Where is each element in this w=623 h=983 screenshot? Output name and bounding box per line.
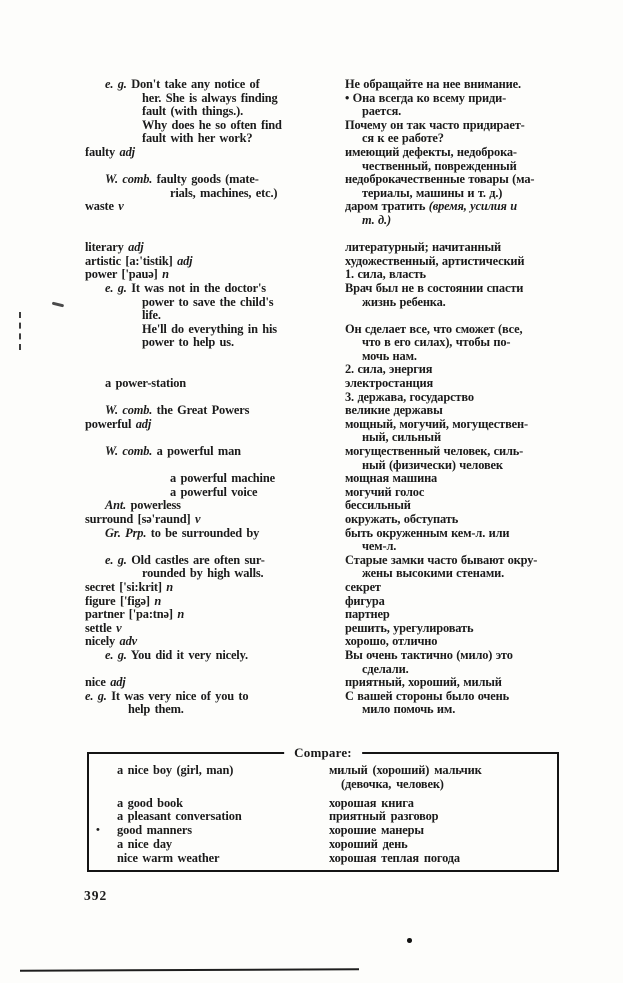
pen-tick-artifact xyxy=(52,302,64,307)
dict-line: fault with her work? xyxy=(142,131,253,146)
dict-line: life. xyxy=(142,308,161,323)
dict-line: e. g. It was very nice of you to xyxy=(85,688,249,703)
compare-english-phrase: a nice day xyxy=(117,836,173,851)
dict-line: рается. xyxy=(362,104,402,119)
dict-line: окружать, обступать xyxy=(345,512,459,526)
dict-line: сделали. xyxy=(362,661,409,676)
compare-row xyxy=(89,852,557,866)
dict-line: Почему он так часто придирает- xyxy=(345,117,525,132)
dict-line: хорошо, отлично xyxy=(345,634,438,649)
dict-line xyxy=(85,663,330,677)
dict-line: чем-л. xyxy=(362,539,397,554)
dict-line xyxy=(85,391,330,405)
dict-line: художественный, артистический xyxy=(345,253,525,268)
dict-line: бессильный xyxy=(345,498,411,513)
dict-line: a power-station xyxy=(105,376,187,391)
compare-english-phrase: a pleasant conversation xyxy=(117,809,242,824)
dict-line: 2. сила, энергия xyxy=(345,362,433,377)
dict-line: W. comb. faulty goods (mate- xyxy=(105,172,259,187)
dict-line: power to help us. xyxy=(142,335,234,350)
dict-line: териалы, машины и т. д.) xyxy=(362,185,503,200)
dict-line: artistic [a:'tistik] adj xyxy=(85,253,193,268)
dict-line: Ant. powerless xyxy=(105,498,181,513)
dict-line: ный, сильный xyxy=(362,430,441,445)
dict-line xyxy=(345,228,560,242)
dict-line: что в его силах), чтобы по- xyxy=(362,335,511,350)
compare-english-phrase: a nice boy (girl, man) xyxy=(117,763,234,777)
dict-line: жены высокими стенами. xyxy=(362,566,505,581)
dict-line: решить, урегулировать xyxy=(345,620,474,635)
compare-row xyxy=(89,838,557,852)
right-column xyxy=(345,78,560,717)
dict-line xyxy=(85,540,330,554)
dict-line: ся к ее работе? xyxy=(362,131,444,146)
dict-line: электростанция xyxy=(345,376,433,391)
dict-line: literary adj xyxy=(85,240,144,255)
dict-line: могущественный человек, силь- xyxy=(345,444,524,459)
dict-line: Старые замки часто бывают окру- xyxy=(345,552,538,567)
dict-line: a powerful voice xyxy=(170,484,258,499)
dict-line: e. g. Old castles are often sur- xyxy=(105,552,265,567)
dict-line: мощный, могучий, могуществен- xyxy=(345,416,528,431)
compare-row xyxy=(89,810,557,824)
compare-russian-translation: приятный разговор xyxy=(329,809,439,824)
dict-line: W. comb. a powerful man xyxy=(105,444,241,459)
dict-line: e. g. You did it very nicely. xyxy=(105,647,248,662)
dict-line: мило помочь им. xyxy=(362,702,456,717)
dict-line: секрет xyxy=(345,579,381,594)
compare-russian-translation: хорошая теплая погода xyxy=(329,850,460,865)
dict-line: He'll do everything in his xyxy=(142,321,277,336)
dict-line: 3. держава, государство xyxy=(345,389,474,404)
dict-line: powerful adj xyxy=(85,416,152,431)
dict-line: surround [sə'raund] v xyxy=(85,512,201,526)
bottom-rule-artifact xyxy=(20,968,359,971)
dict-line: partner ['pa:tnə] n xyxy=(85,607,185,622)
dict-line xyxy=(85,459,330,473)
dict-line: W. comb. the Great Powers xyxy=(105,403,250,418)
left-column xyxy=(85,78,330,717)
dict-line: e. g. It was not in the doctor's xyxy=(105,280,266,295)
dict-line: мочь нам. xyxy=(362,348,417,363)
ink-dot-artifact xyxy=(407,938,412,943)
compare-row xyxy=(89,824,557,838)
dict-line: settle v xyxy=(85,620,122,635)
dict-line: приятный, хороший, милый xyxy=(345,675,502,690)
dict-line: мощная машина xyxy=(345,471,438,486)
dict-line xyxy=(85,363,330,377)
dict-line: a powerful machine xyxy=(170,471,275,486)
dict-line: Gr. Prp. to be surrounded by xyxy=(105,525,260,540)
dict-line: faulty adj xyxy=(85,144,135,159)
dict-line xyxy=(85,160,330,174)
dict-line: чественный, поврежденный xyxy=(362,158,517,173)
dict-line: nicely adv xyxy=(85,634,137,649)
dict-line xyxy=(85,228,330,242)
dict-line: secret ['si:krit] n xyxy=(85,579,174,594)
page-number: 392 xyxy=(84,888,108,903)
dict-line: nice adj xyxy=(85,675,126,690)
dict-line: • Она всегда ко всему приди- xyxy=(345,90,507,105)
dict-line: waste v xyxy=(85,199,124,214)
dict-line: имеющий дефекты, недоброка- xyxy=(345,144,517,159)
compare-rows xyxy=(89,754,557,866)
compare-row xyxy=(89,764,557,792)
dict-line: Врач был не в состоянии спасти xyxy=(345,280,524,295)
compare-row xyxy=(89,797,557,811)
bullet-dot-icon: • xyxy=(96,824,100,837)
dict-line: т. д.) xyxy=(362,212,391,227)
dict-line: могучий голос xyxy=(345,484,425,499)
dict-line: power ['pauə] n xyxy=(85,267,169,282)
dict-line: rials, machines, etc.) xyxy=(170,185,278,200)
compare-english-phrase: a good book xyxy=(117,795,183,810)
dict-line: литературный; начитанный xyxy=(345,240,502,255)
dict-line xyxy=(85,214,330,228)
dict-line: 1. сила, власть xyxy=(345,267,426,282)
dict-line xyxy=(85,350,330,364)
compare-russian-translation: милый (хороший) мальчик (девочка, человек) xyxy=(329,763,482,791)
dict-line: недоброкачественные товары (ма- xyxy=(345,172,535,187)
margin-dash-artifact xyxy=(19,312,21,350)
dict-line: жизнь ребенка. xyxy=(362,294,446,309)
dict-line: rounded by high walls. xyxy=(142,566,264,581)
dict-line: великие державы xyxy=(345,403,443,418)
dict-line: фигура xyxy=(345,593,385,608)
compare-english-phrase: nice warm weather xyxy=(117,850,220,865)
dict-line xyxy=(345,309,560,323)
dict-line: С вашей стороны было очень xyxy=(345,688,510,703)
dict-line: Вы очень тактично (мило) это xyxy=(345,647,513,662)
compare-english-phrase: good manners xyxy=(117,823,192,838)
dict-line: her. She is always finding xyxy=(142,90,278,105)
dict-line: fault (with things.). xyxy=(142,104,244,119)
dict-line: партнер xyxy=(345,607,390,622)
dict-line: help them. xyxy=(128,702,184,717)
dict-line: Не обращайте на нее внимание. xyxy=(345,77,521,91)
dict-line: figure ['figə] n xyxy=(85,593,162,608)
dict-line: ный (физически) человек xyxy=(362,457,503,472)
compare-russian-translation: хороший день xyxy=(329,836,408,851)
dict-line: Он сделает все, что сможет (все, xyxy=(345,321,523,336)
compare-russian-translation: хорошие манеры xyxy=(329,823,424,838)
dict-line: даром тратить (время, усилия и xyxy=(345,199,517,214)
compare-title: Compare: xyxy=(284,745,362,761)
dict-line: Why does he so often find xyxy=(142,117,282,132)
dict-line: быть окруженным кем-л. или xyxy=(345,525,510,540)
dict-line: e. g. Don't take any notice of xyxy=(105,77,260,91)
compare-russian-translation: хорошая книга xyxy=(329,795,414,810)
dict-line xyxy=(85,431,330,445)
dict-line: power to save the child's xyxy=(142,294,274,309)
compare-box xyxy=(87,745,559,872)
